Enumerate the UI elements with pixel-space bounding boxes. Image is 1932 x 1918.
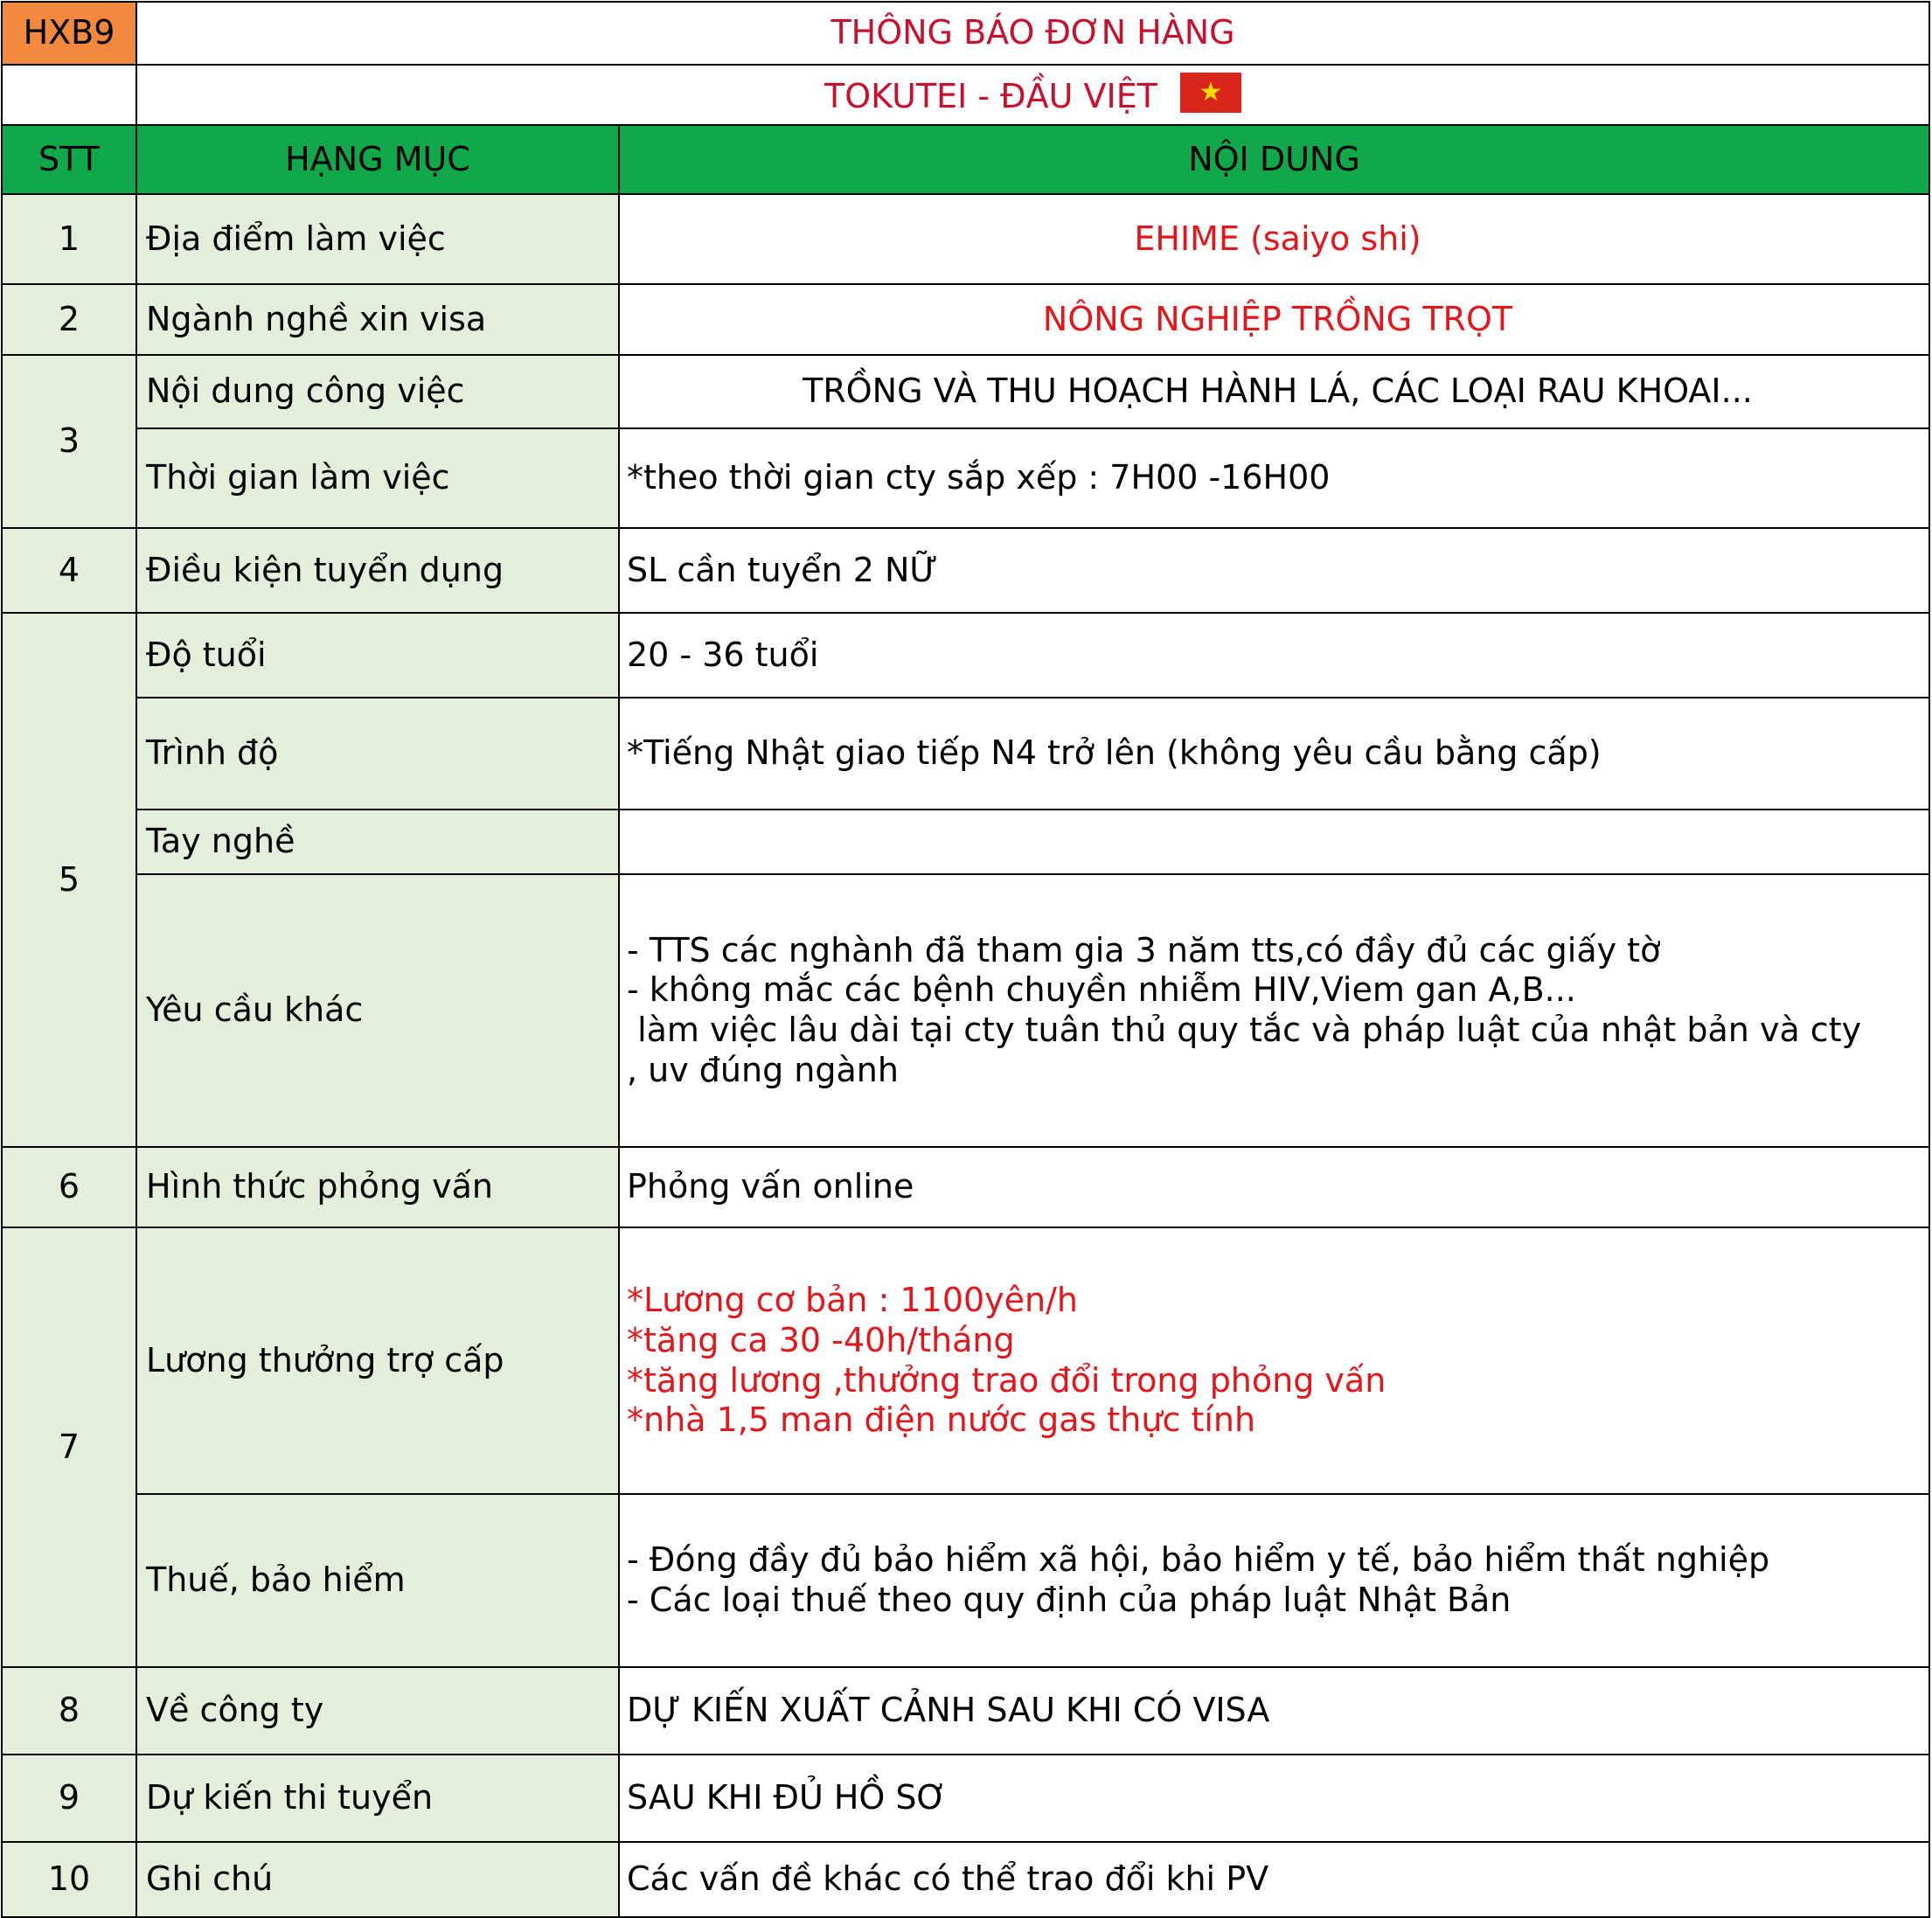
row-label: Yêu cầu khác xyxy=(136,874,619,1147)
row-value: NÔNG NGHIỆP TRỒNG TRỌT xyxy=(619,284,1929,355)
subtitle-cell xyxy=(136,65,1929,125)
table-row xyxy=(2,1667,1929,1755)
blank-cell xyxy=(2,65,136,125)
page-subtitle: TOKUTEI - ĐẦU VIỆT xyxy=(824,77,1157,116)
requirement-line: làm việc lâu dài tại cty tuân thủ quy tắc và pháp luật của nhật bản và cty xyxy=(627,1011,1862,1049)
header-content: NỘI DUNG xyxy=(619,125,1929,194)
row-label: Thuế, bảo hiểm xyxy=(136,1494,619,1667)
vietnam-flag-icon xyxy=(1180,73,1241,113)
star-icon: ★ xyxy=(1199,77,1223,108)
row-label: Trình độ xyxy=(136,698,619,810)
row-value: Các vấn đề khác có thể trao đổi khi PV xyxy=(619,1842,1929,1917)
page-title: THÔNG BÁO ĐƠN HÀNG xyxy=(136,2,1929,65)
row-label: Thời gian làm việc xyxy=(136,428,619,528)
table-row xyxy=(2,1227,1929,1494)
salary-line: *nhà 1,5 man điện nước gas thực tính xyxy=(627,1400,1256,1440)
row-value: DỰ KIẾN XUẤT CẢNH SAU KHI CÓ VISA xyxy=(619,1667,1929,1755)
title-row xyxy=(2,2,1929,65)
order-code: HXB9 xyxy=(2,2,136,65)
header-stt: STT xyxy=(2,125,136,194)
row-value xyxy=(619,810,1929,874)
row-value: TRỒNG VÀ THU HOẠCH HÀNH LÁ, CÁC LOẠI RAU KHOAI... xyxy=(619,355,1929,428)
row-number: 10 xyxy=(2,1842,136,1917)
row-number: 2 xyxy=(2,284,136,355)
row-value xyxy=(619,1227,1929,1494)
row-number: 3 xyxy=(2,355,136,528)
subtitle-row xyxy=(2,65,1929,125)
row-value xyxy=(619,1494,1929,1667)
row-number: 8 xyxy=(2,1667,136,1755)
row-label: Địa điểm làm việc xyxy=(136,194,619,284)
salary-line: *tăng ca 30 -40h/tháng xyxy=(627,1320,1015,1359)
row-number: 1 xyxy=(2,194,136,284)
row-label: Về công ty xyxy=(136,1667,619,1755)
row-value: *theo thời gian cty sắp xếp : 7H00 -16H00 xyxy=(619,428,1929,528)
table-row xyxy=(2,1755,1929,1842)
requirement-line: , uv đúng ngành xyxy=(627,1050,899,1089)
header-category: HẠNG MỤC xyxy=(136,125,619,194)
table-row xyxy=(2,1494,1929,1667)
row-value: EHIME (saiyo shi) xyxy=(619,194,1929,284)
row-number: 5 xyxy=(2,613,136,1147)
order-table xyxy=(1,1,1930,1918)
salary-line: *Lương cơ bản : 1100yên/h xyxy=(627,1281,1079,1320)
row-value: SL cần tuyển 2 NỮ xyxy=(619,528,1929,613)
requirement-line: - không mắc các bệnh chuyền nhiễm HIV,Viem gan A,B... xyxy=(627,970,1576,1010)
row-label: Lương thưởng trợ cấp xyxy=(136,1227,619,1494)
table-row xyxy=(2,355,1929,428)
insurance-line: - Đóng đầy đủ bảo hiểm xã hội, bảo hiểm y tế, bảo hiểm thất nghiệp xyxy=(627,1540,1770,1580)
table-row xyxy=(2,613,1929,698)
requirement-line: - TTS các nghành đã tham gia 3 năm tts,có đầy đủ các giấy tờ xyxy=(627,930,1661,969)
row-number: 4 xyxy=(2,528,136,613)
row-number: 9 xyxy=(2,1755,136,1842)
table-row xyxy=(2,428,1929,528)
table-row xyxy=(2,1147,1929,1227)
row-label: Ghi chú xyxy=(136,1842,619,1917)
insurance-line: - Các loại thuế theo quy định của pháp luật Nhật Bản xyxy=(627,1581,1512,1619)
row-label: Dự kiến thi tuyển xyxy=(136,1755,619,1842)
table-row xyxy=(2,810,1929,874)
row-label: Điều kiện tuyển dụng xyxy=(136,528,619,613)
row-number: 7 xyxy=(2,1227,136,1667)
row-label: Ngành nghề xin visa xyxy=(136,284,619,355)
row-label: Hình thức phỏng vấn xyxy=(136,1147,619,1227)
table-row xyxy=(2,1842,1929,1917)
row-value xyxy=(619,874,1929,1147)
salary-line: *tăng lương ,thưởng trao đổi trong phỏng vấn xyxy=(627,1360,1386,1400)
row-value: 20 - 36 tuổi xyxy=(619,613,1929,698)
row-label: Nội dung công việc xyxy=(136,355,619,428)
row-number: 6 xyxy=(2,1147,136,1227)
row-label: Tay nghề xyxy=(136,810,619,874)
row-value: SAU KHI ĐỦ HỒ SƠ xyxy=(619,1755,1929,1842)
table-row xyxy=(2,284,1929,355)
table-row xyxy=(2,194,1929,284)
table-row xyxy=(2,874,1929,1147)
row-label: Độ tuổi xyxy=(136,613,619,698)
header-row xyxy=(2,125,1929,194)
row-value: *Tiếng Nhật giao tiếp N4 trở lên (không yêu cầu bằng cấp) xyxy=(619,698,1929,810)
table-row xyxy=(2,528,1929,613)
row-value: Phỏng vấn online xyxy=(619,1147,1929,1227)
table-row xyxy=(2,698,1929,810)
